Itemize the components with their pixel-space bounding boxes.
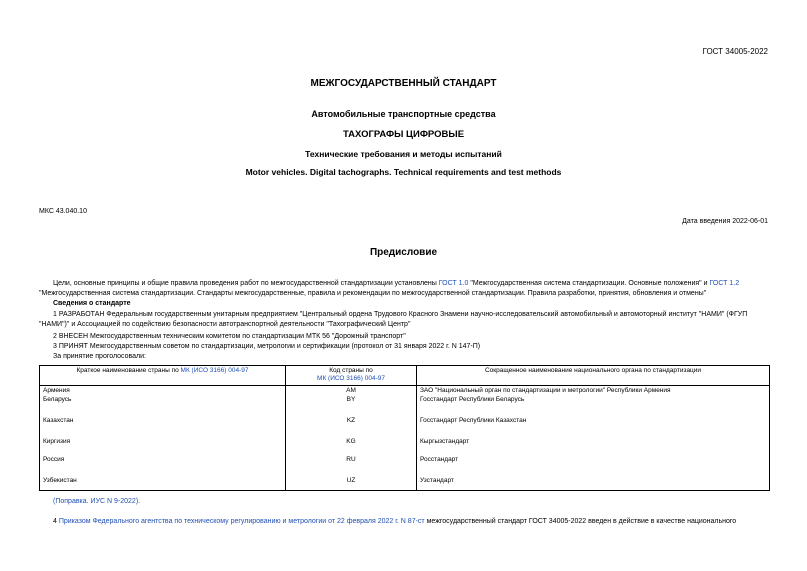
gost-code: ГОСТ 34005-2022	[702, 47, 768, 56]
code-cell: KZ	[286, 416, 417, 437]
amendment-link[interactable]: (Поправка. ИУС N 9-2022).	[53, 498, 141, 505]
organ-cell: Госстандарт Республики Беларусь	[417, 395, 770, 416]
table-row	[40, 437, 770, 455]
table-row	[40, 476, 770, 490]
organ-cell: Узстандарт	[417, 476, 770, 490]
code-cell: UZ	[286, 476, 417, 490]
header-country-link[interactable]: МК (ИСО 3166) 004-97	[180, 367, 249, 374]
item-1	[39, 310, 769, 330]
foreword-paragraph	[39, 279, 769, 299]
table-row	[40, 395, 770, 416]
country-cell: Узбекистан	[40, 476, 286, 490]
subtitle-tachographs: ТАХОГРАФЫ ЦИФРОВЫЕ	[342, 129, 465, 140]
header-code	[286, 366, 417, 386]
item-4-text: межгосударственный стандарт ГОСТ 34005-2022 введен в действие в качестве национального	[424, 518, 737, 525]
mks-code: МКС 43.040.10	[39, 208, 87, 215]
header-country-text: Краткое наименование страны по	[76, 367, 181, 374]
item-1-text: 1 РАЗРАБОТАН Федеральным государственным унитарным предприятием "Центральный ордена Трудового Красного Знамени научно-исследовательский автомобильный и автомоторный институт "НАМИ" (ФГУП "НАМИ")" и Ассоциацией по содействию безопасности автотранспортной деятельности "Тахографический Центр"	[39, 311, 748, 328]
p1-text-b: "Межгосударственная система стандартизации. Основные положения" и	[468, 280, 710, 287]
table-header-row	[40, 366, 770, 386]
table-row	[40, 455, 770, 476]
vote-label: За принятие проголосовали:	[53, 353, 146, 360]
organ-cell: Росстандарт	[417, 455, 770, 476]
header-organ: Сокращенное наименование национального органа по стандартизации	[417, 366, 770, 386]
table-row	[40, 386, 770, 396]
code-cell: RU	[286, 455, 417, 476]
table-row	[40, 416, 770, 437]
p1-text-c: "Межгосударственная система стандартизации. Стандарты межгосударственные, правила и рекомендации по межгосударственной стандартизации. Правила разработки, принятия, обновления и отмены"	[39, 290, 707, 297]
states-table	[39, 365, 770, 491]
header-country	[40, 366, 286, 386]
subtitle-vehicles: Автомобильные транспортные средства	[311, 109, 496, 119]
intro-date: Дата введения 2022-06-01	[682, 218, 768, 225]
p1-text-a: Цели, основные принципы и общие правила проведения работ по межгосударственной стандартизации установлены	[53, 280, 439, 287]
organ-cell: Кыргызстандарт	[417, 437, 770, 455]
subtitle-english: Motor vehicles. Digital tachographs. Technical requirements and test methods	[245, 167, 562, 177]
gost-1-0-link[interactable]: ГОСТ 1.0	[438, 280, 469, 287]
country-cell: Киргизия	[40, 437, 286, 455]
header-code-link[interactable]: МК (ИСО 3166) 004-97	[317, 375, 385, 382]
order-link[interactable]: Приказом Федерального агентства по техническому регулированию и метрологии от 22 февраля 2022 г. N 87-ст	[58, 518, 425, 525]
item-4	[53, 518, 736, 525]
item-3: 3 ПРИНЯТ Межгосударственным советом по стандартизации, метрологии и сертификации (протокол от 31 января 2022 г. N 147-П)	[53, 343, 481, 350]
country-cell: Беларусь	[40, 395, 286, 416]
item-4-number: 4	[53, 518, 59, 525]
item-2: 2 ВНЕСЕН Межгосударственным техническим комитетом по стандартизации МТК 56 "Дорожный транспорт"	[53, 333, 406, 340]
code-cell: BY	[286, 395, 417, 416]
gost-1-2-link[interactable]: ГОСТ 1.2	[709, 280, 740, 287]
organ-cell: Госстандарт Республики Казахстан	[417, 416, 770, 437]
country-cell: Россия	[40, 455, 286, 476]
header-code-text: Код страны по	[329, 367, 373, 374]
subtitle-requirements: Технические требования и методы испытаний	[305, 149, 502, 159]
country-cell: Казахстан	[40, 416, 286, 437]
document-title: МЕЖГОСУДАРСТВЕННЫЙ СТАНДАРТ	[310, 78, 497, 89]
organ-cell: ЗАО "Национальный орган по стандартизации и метрологии" Республики Армения	[417, 386, 770, 396]
code-cell: AM	[286, 386, 417, 396]
country-cell: Армения	[40, 386, 286, 396]
foreword-title: Предисловие	[369, 247, 438, 258]
code-cell: KG	[286, 437, 417, 455]
info-title: Сведения о стандарте	[53, 300, 131, 307]
